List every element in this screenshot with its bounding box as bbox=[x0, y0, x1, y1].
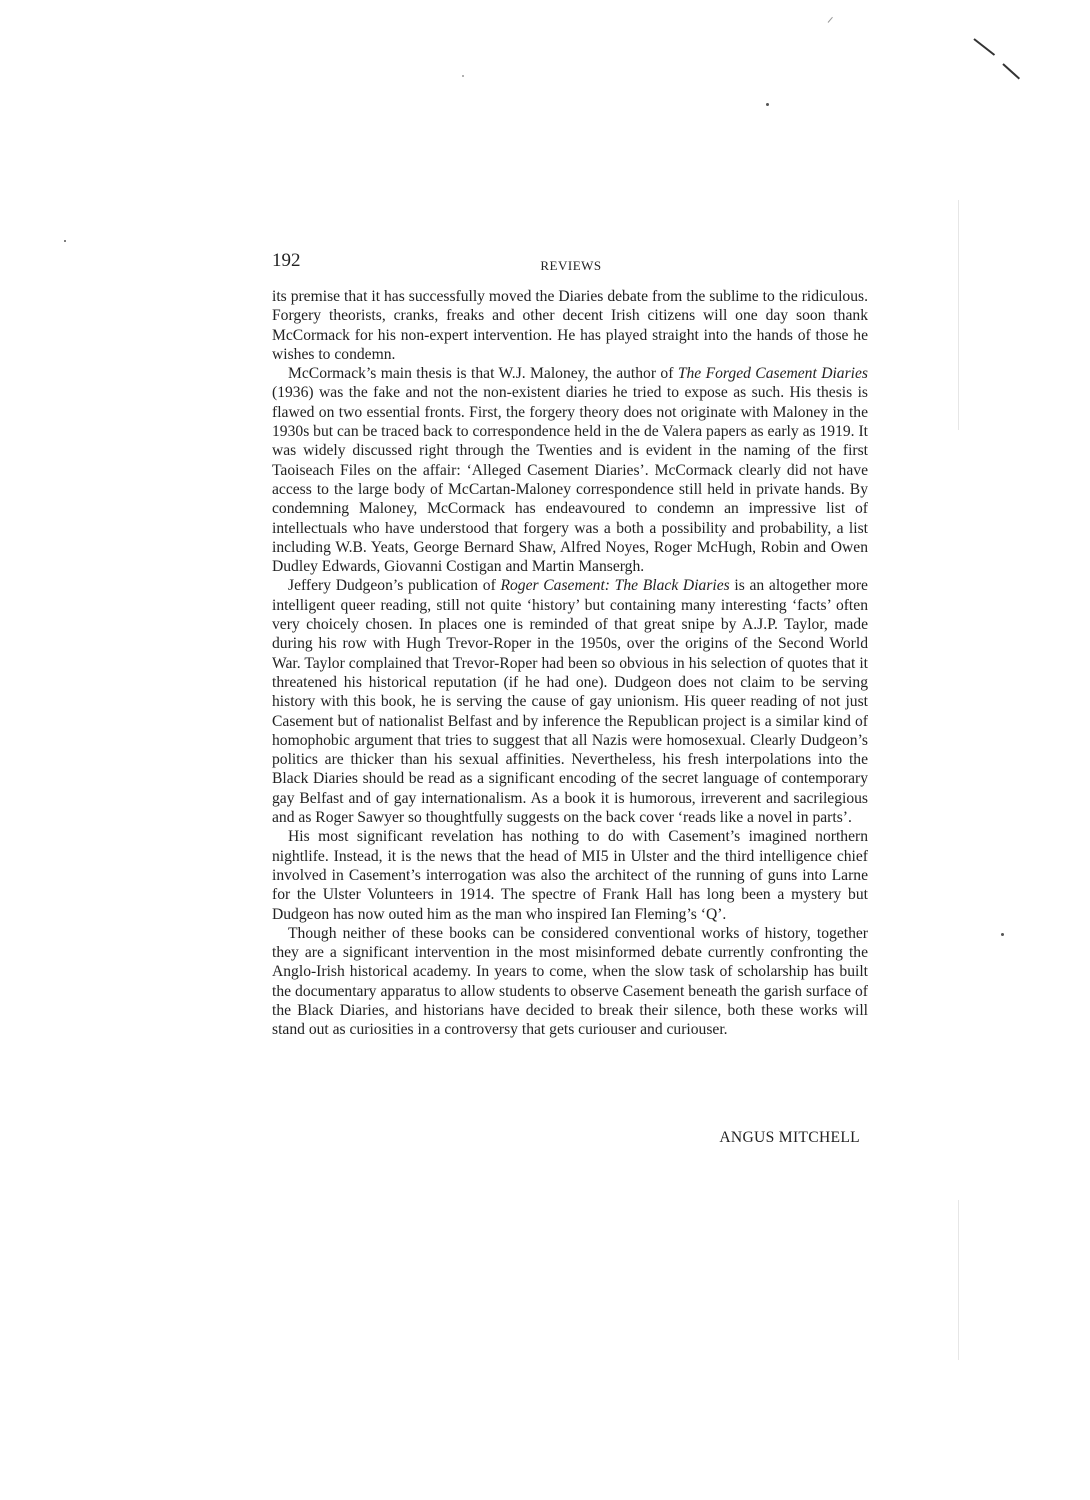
paragraph-text: McCormack’s main thesis is that W.J. Maloney, the author of bbox=[288, 365, 678, 383]
page-number: 192 bbox=[272, 250, 301, 271]
paragraph bbox=[272, 827, 868, 923]
book-title: The Forged Casement Diaries bbox=[677, 365, 868, 383]
paragraph bbox=[272, 287, 868, 364]
scan-mark bbox=[828, 17, 833, 23]
paragraph bbox=[272, 576, 868, 827]
scan-edge bbox=[958, 200, 959, 430]
scan-speck bbox=[64, 240, 66, 242]
paragraph-text: Though neither of these books can be considered conventional works of history, together they are a significant intervention in the most misinformed debate currently confronting the Anglo-Irish historical academy. In years to come, when the slow task of scholarship has built the documentary apparatus to allow students to observe Casement beneath the garish surface of the Black Diaries, and historians have decided to break their silence, both these works will stand out as curiosities in a controversy that gets curiouser and curiouser. bbox=[272, 924, 868, 1039]
paragraph-text: is an altogether more intelligent queer reading, still not quite ‘history’ but containing many interesting ‘facts’ often very choicely chosen. In places one is reminded of that great snipe by A.J.P. Taylor, made during his row with Hugh Trevor-Roper in the 1950s, over the origins of the Second World War. Taylor complained that Trevor-Roper had been so obvious in his selection of quotes that it threatened his historical reputation (if he had one). Dudgeon does not claim to be serving history with this book, he is serving the cause of gay unionism. His queer reading of not just Casement but of nationalist Belfast and by inference the Republican project is a similar kind of homophobic argument that tries to suggest that all Nazis were homosexual. Clearly Dudgeon’s politics are thicker than his sexual affinities. Nevertheless, his fresh interpolations into the Black Diaries should be read as a significant encoding of the secret language of contemporary gay Belfast and of gay internationalism. As a book it is humorous, irreverent and sacrilegious and as Roger Sawyer so thoughtfully suggests on the back cover ‘reads like a novel in parts’. bbox=[272, 577, 868, 827]
paragraph-text: (1936) was the fake and not the non-existent diaries he tried to expose as such. His thesis is flawed on two essential fronts. First, the forgery theory does not originate with Maloney in the 1930s but can be traced back to correspondence held in the de Valera papers as early as 1919. It was widely discussed right through the Twenties and is evident in the naming of the first Taoiseach Files on the affair: ‘Alleged Casement Diaries’. McCormack clearly did not have access to the large body of McCartan-Maloney correspondence still held in private hands. By condemning Maloney, McCormack has endeavoured to condemn an impressive list of intellectuals who have understood that forgery was a both a possibility and probability, a list including W.B. Yeats, George Bernard Shaw, Alfred Noyes, Roger McHugh, Robin and Owen Dudley Edwards, Giovanni Costigan and Martin Mansergh. bbox=[272, 384, 868, 576]
paragraph-text: His most significant revelation has nothing to do with Casement’s imagined northern nightlife. Instead, it is the news that the head of MI5 in Ulster and the third intelligence chief involved in Casement’s interrogation was also the architect of the running of guns into Larne for the Ulster Volunteers in 1914. The spectre of Frank Hall has long been a mystery but Dudgeon has now outed him as the man who inspired Ian Fleming’s ‘Q’. bbox=[272, 828, 868, 923]
review-body bbox=[272, 287, 868, 1040]
scan-mark bbox=[1002, 63, 1020, 79]
scan-edge bbox=[958, 1200, 959, 1360]
page-header bbox=[272, 250, 870, 276]
author-signature: ANGUS MITCHELL bbox=[719, 1129, 860, 1146]
scan-speck bbox=[462, 75, 464, 77]
scan-speck bbox=[766, 103, 769, 106]
paragraph bbox=[272, 924, 868, 1040]
scan-mark bbox=[973, 38, 995, 56]
book-title: Roger Casement: The Black Diaries bbox=[500, 577, 730, 595]
paragraph-text: Jeffery Dudgeon’s publication of bbox=[288, 577, 501, 595]
running-head: REVIEWS bbox=[540, 258, 602, 273]
paragraph-text: its premise that it has successfully moved the Diaries debate from the sublime to the ridiculous. Forgery theorists, cranks, freaks and other decent Irish citizens will one day soon thank McCormack for his non-expert intervention. He has played straight into the hands of those he wishes to condemn. bbox=[272, 288, 868, 363]
scan-speck bbox=[1001, 933, 1004, 936]
paragraph bbox=[272, 364, 868, 576]
